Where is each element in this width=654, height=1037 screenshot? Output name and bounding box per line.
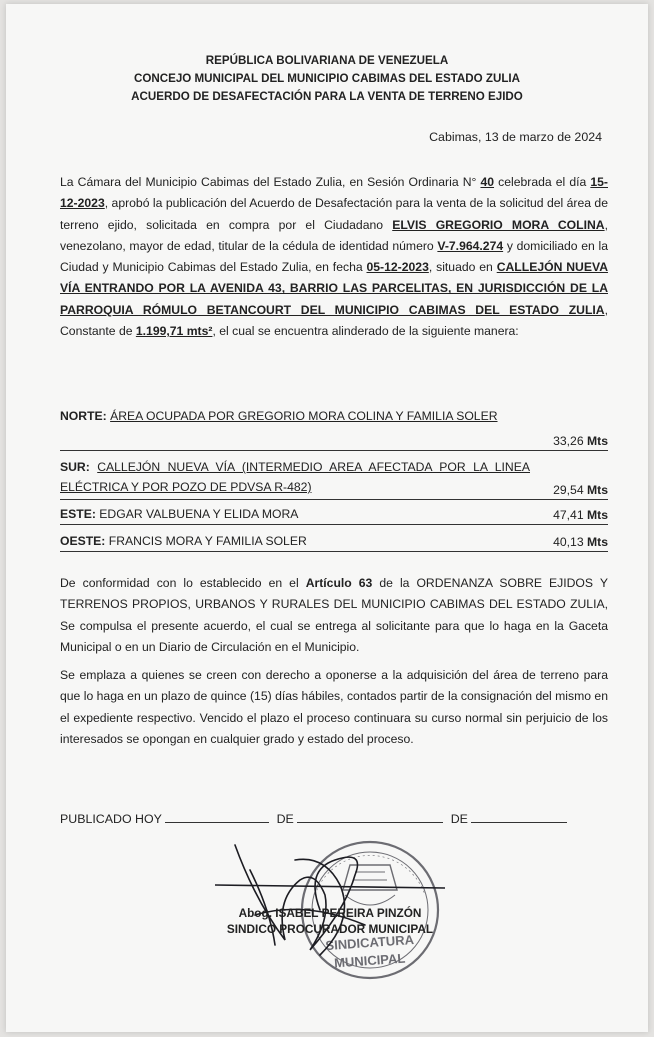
boundary-text: FRANCIS MORA Y FAMILIA SOLER <box>108 534 307 548</box>
published-year-blank <box>471 810 567 823</box>
boundary-unit: Mts <box>587 483 608 497</box>
boundary-value: 29,54 <box>553 483 584 497</box>
text-segment: , aprobó la publicación del Acuerdo de Desafectación para la venta de la solicitud del área de terreno ejido, solicitada en compra por el Ciudadano <box>60 196 608 232</box>
published-label: PUBLICADO HOY <box>60 812 162 826</box>
boundary-value: 47,41 <box>553 508 584 522</box>
boundary-unit: Mts <box>587 508 608 522</box>
boundary-value: 33,26 <box>553 434 584 448</box>
published-de-1: DE <box>276 812 294 826</box>
boundary-label: NORTE: <box>60 409 107 423</box>
applicant-name: ELVIS GREGORIO MORA COLINA <box>392 217 605 232</box>
property-location: CALLEJÓN NUEVA VÍA ENTRANDO POR LA AVENIDA 43, BARRIO LAS PARCELITAS, EN JURISDICCIÓN DE LA PARROQUIA RÓMULO BETANCOURT DEL MUNICIPIO CABIMAS DEL ESTADO ZULIA <box>60 260 609 317</box>
boundaries-list <box>60 406 608 552</box>
request-date: 05-12-2023 <box>366 260 429 275</box>
boundary-label: OESTE: <box>60 534 106 548</box>
boundary-text: ÁREA OCUPADA POR GREGORIO MORA COLINA Y FAMILIA SOLER <box>110 409 498 423</box>
text-segment: de la ORDENANZA SOBRE EJIDOS Y TERRENOS PROPIOS, URBANOS Y RURALES DEL MUNICIPIO CABIMAS DEL ESTADO ZULIA, Se compulsa el presente acuerdo, el cual se entrega al solicitante para que lo haga en la Gaceta Municipal o en un Diario de Circulación en el Municipio. <box>60 576 608 654</box>
stamp-text-1: SINDICATURA <box>324 931 415 954</box>
property-area: 1.199,71 mts² <box>135 324 213 339</box>
signatory-name: Abog. ISABEL PEREIRA PINZÓN <box>238 906 422 920</box>
main-paragraph <box>60 172 608 342</box>
boundary-east <box>60 504 608 525</box>
published-month-blank <box>297 810 443 823</box>
id-number: V-7.964.274 <box>437 238 504 253</box>
opposition-paragraph: Se emplaza a quienes se creen con derecho a oponerse a la adquisición del área de terreno para que lo haga en un plazo de quince (15) días hábiles, contados partir de la consignación del mismo en el expediente respectivo. Vencido el plazo el proceso continuara su curso normal sin perjuicio de los interesados se opongan en cualquier grado y estado del proceso. <box>60 668 608 746</box>
text-segment: y domiciliado en la Ciudad y Municipio Cabimas del Estado Zulia, en fecha <box>60 238 609 275</box>
text-segment: , Constante de <box>60 302 608 339</box>
session-number: 40 <box>480 175 495 189</box>
stamp-text-2: MUNICIPAL <box>333 950 406 971</box>
boundary-north <box>60 406 608 451</box>
boundary-text: EDGAR VALBUENA Y ELIDA MORA <box>99 507 299 521</box>
boundary-value: 40,13 <box>553 535 584 549</box>
boundary-unit: Mts <box>587 535 608 549</box>
document-header <box>0 52 654 106</box>
text-segment: celebrada el día <box>494 175 591 189</box>
boundary-label: ESTE: <box>60 507 96 521</box>
text-segment: , situado en <box>428 260 497 275</box>
signatory-block <box>200 905 460 937</box>
published-day-blank <box>165 810 269 823</box>
text-segment: , venezolano, mayor de edad, titular de la cédula de identidad número <box>60 217 608 253</box>
header-line-3: ACUERDO DE DESAFECTACIÓN PARA LA VENTA DE TERRENO EJIDO <box>131 90 523 103</box>
boundary-south <box>60 457 608 500</box>
publication-line <box>60 810 567 826</box>
signatory-title: SINDICO PROCURADOR MUNICIPAL <box>226 922 434 936</box>
header-line-2: CONCEJO MUNICIPAL DEL MUNICIPIO CABIMAS DEL ESTADO ZULIA <box>133 72 521 85</box>
ordinance-paragraph <box>60 573 608 658</box>
boundary-unit: Mts <box>587 434 608 448</box>
header-line-1: REPÚBLICA BOLIVARIANA DE VENEZUELA <box>205 54 449 67</box>
text-segment: , el cual se encuentra alinderado de la siguiente manera: <box>212 324 519 339</box>
boundary-label: SUR: <box>60 460 90 474</box>
article-reference: Artículo 63 <box>305 576 373 590</box>
text-segment: La Cámara del Municipio Cabimas del Estado Zulia, en Sesión Ordinaria N° <box>60 175 481 189</box>
session-date: 15-12-2023 <box>60 175 608 211</box>
text-segment: De conformidad con lo establecido en el <box>60 576 306 590</box>
published-de-2: DE <box>450 812 468 826</box>
boundary-text: CALLEJÓN NUEVA VÍA (INTERMEDIO AREA AFECTADA POR LA LINEA ELÉCTRICA Y POR POZO DE PDVSA R-482) <box>60 460 530 494</box>
boundary-west <box>60 531 608 552</box>
document-date: Cabimas, 13 de marzo de 2024 <box>429 130 602 144</box>
